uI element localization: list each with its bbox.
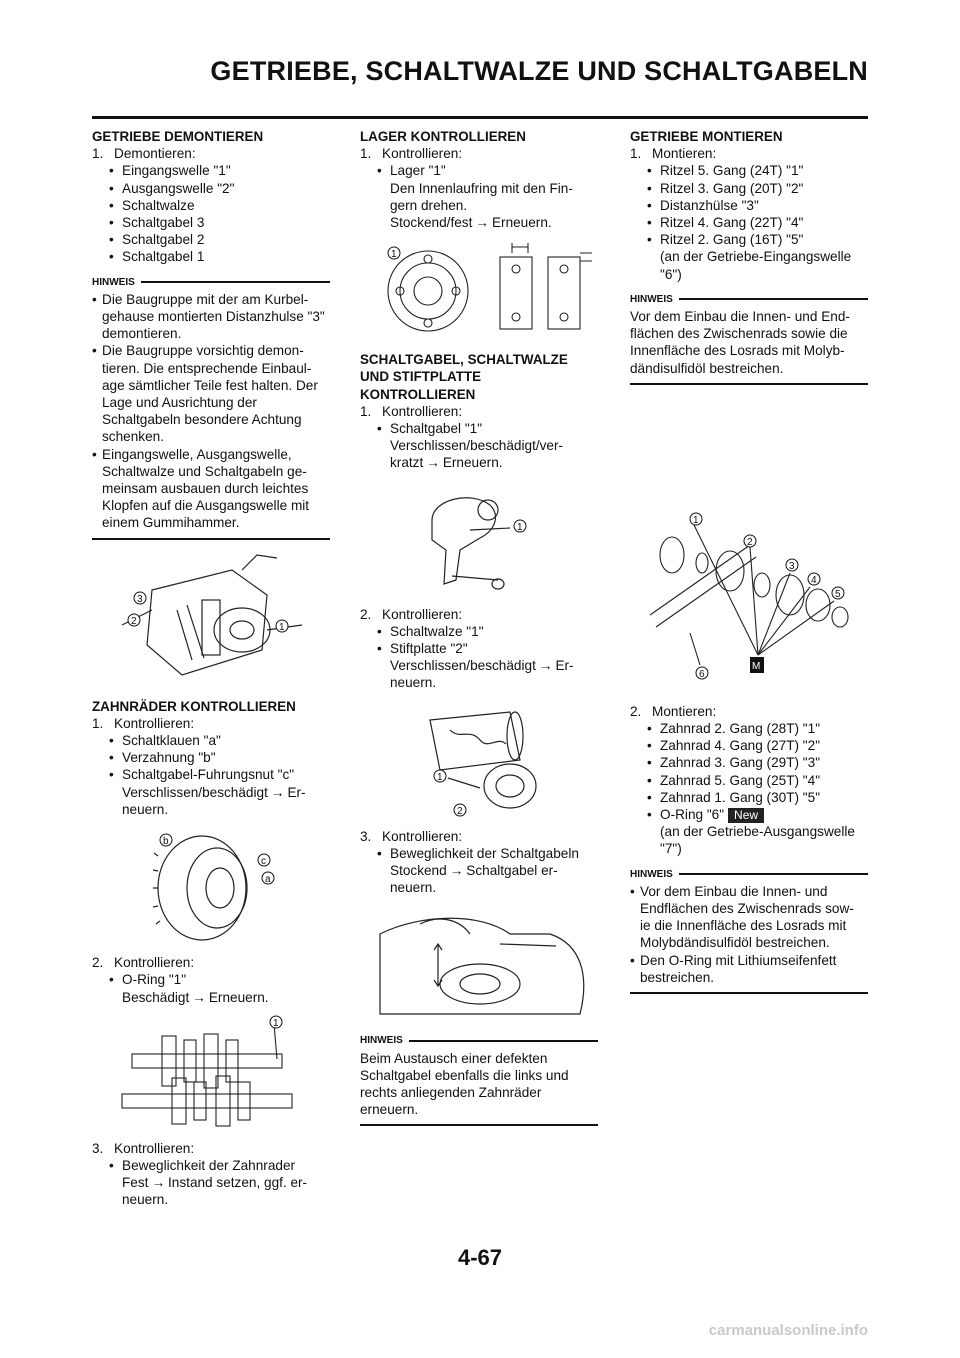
callout-label: 1 xyxy=(517,521,523,533)
result-condition: Stockend xyxy=(390,863,447,879)
shift-fork-figure xyxy=(360,480,598,598)
note-item: • Den O-Ring mit Lithiumseifenfett bestreichen. xyxy=(630,952,868,986)
step-text: Kontrollieren: xyxy=(382,146,463,162)
moly-oil-icon: M xyxy=(752,660,761,672)
note-end-rule xyxy=(630,992,868,994)
oring-text: O-Ring "6" xyxy=(660,807,725,823)
list-item: • Zahnrad 1. Gang (30T) "5" xyxy=(638,789,868,806)
callout-label: a xyxy=(265,874,271,886)
section-heading: GETRIEBE MONTIEREN xyxy=(630,129,783,144)
step-text: Demontieren: xyxy=(114,146,196,162)
arrow-icon: → xyxy=(151,1175,166,1191)
list-item: • Beweglichkeit der Zahnrader xyxy=(100,1157,330,1174)
instruction-text: Den Innenlaufring mit den Fin- gern drehen. xyxy=(390,180,573,213)
arrow-icon: → xyxy=(192,989,206,1005)
bearing-figure xyxy=(360,239,598,343)
result-condition: Verschlissen/beschädigt xyxy=(390,658,536,674)
result-text xyxy=(360,437,598,471)
note-text: Beim Austausch einer defekten Schaltgabel ebenfalls die links und rechts anliegenden Zahnräder erneuern. xyxy=(360,1050,569,1118)
list-item: • Lager "1" xyxy=(368,162,598,179)
step xyxy=(360,403,598,420)
note-header xyxy=(630,866,868,883)
list-item: • Schaltgabel-Fuhrungsnut "c" xyxy=(100,766,330,783)
step xyxy=(92,1140,330,1157)
callout-label: 6 xyxy=(699,668,705,680)
step-number: 2. xyxy=(630,703,642,719)
list-item: • Zahnrad 3. Gang (29T) "3" xyxy=(638,754,868,771)
result-action: Erneuern. xyxy=(442,455,503,471)
list-item: • Schaltwalze "1" xyxy=(368,623,598,640)
list-item: • Ausgangswelle "2" xyxy=(100,180,330,197)
list-item: • Zahnrad 4. Gang (27T) "2" xyxy=(638,737,868,754)
step xyxy=(92,145,330,162)
transmission-assembly-figure xyxy=(92,550,330,690)
note-text: Vor dem Einbau die Innen- und End- flächen des Zwischenrads sowie die Innenfläche des Losrads mit Molyb- dändisulfidöl bestreichen. xyxy=(630,309,850,376)
arrow-icon: → xyxy=(538,658,553,674)
list-item: • Schaltgabel "1" xyxy=(368,420,598,437)
step-text: Kontrollieren: xyxy=(382,403,463,419)
result-action: Erneuern. xyxy=(491,215,552,231)
arrow-icon: → xyxy=(270,784,285,800)
note-label: HINWEIS xyxy=(92,276,135,288)
note-header xyxy=(630,291,868,308)
callout-label: 1 xyxy=(693,514,699,526)
step-text: Kontrollieren: xyxy=(114,955,195,971)
result-text xyxy=(360,657,598,691)
callout-label: 4 xyxy=(811,574,817,586)
list-item: • Ritzel 3. Gang (20T) "2" xyxy=(638,180,868,197)
step-text: Montieren: xyxy=(652,146,717,162)
result-action: Schaltgabel er- neuern. xyxy=(390,863,558,896)
note-label: HINWEIS xyxy=(360,1035,403,1047)
arrow-icon: → xyxy=(449,863,464,879)
step xyxy=(630,703,868,720)
list-item: • Beweglichkeit der Schaltgabeln xyxy=(368,845,598,862)
result-action: Er- neuern. xyxy=(122,784,306,817)
section-heading: LAGER KONTROLLIEREN xyxy=(360,129,526,144)
new-part-badge: New xyxy=(728,808,764,823)
result-condition: Verschlissen/beschädigt/ver- kratzt xyxy=(390,438,564,471)
callout-label: 2 xyxy=(131,615,137,627)
list-item: • Schaltwalze xyxy=(100,197,330,214)
section-heading: GETRIEBE DEMONTIEREN xyxy=(92,129,264,144)
list-item: • Schaltgabel 2 xyxy=(100,231,330,248)
list-item: • Verzahnung "b" xyxy=(100,749,330,766)
page-title: GETRIEBE, SCHALTWALZE UND SCHALTGABELN xyxy=(210,56,868,86)
section-heading: ZAHNRÄDER KONTROLLIEREN xyxy=(92,698,296,714)
step xyxy=(360,145,598,162)
shift-fork-check-figure xyxy=(360,904,598,1024)
callout-label: 3 xyxy=(137,593,143,605)
arrow-icon: → xyxy=(426,455,440,471)
result-text xyxy=(92,989,330,1006)
step xyxy=(360,828,598,845)
step-number: 1. xyxy=(92,146,104,162)
step-number: 2. xyxy=(92,955,104,971)
callout-label: 2 xyxy=(747,536,753,548)
step xyxy=(92,715,330,732)
note-end-rule xyxy=(92,538,330,540)
list-item: • Schaltgabel 3 xyxy=(100,214,330,231)
list-item-tail: (an der Getriebe-Ausgangswelle "7") xyxy=(660,824,855,857)
list-item: • Ritzel 4. Gang (22T) "4" xyxy=(638,214,868,231)
title-rule xyxy=(92,116,868,119)
list-item xyxy=(638,806,868,823)
step-text: Kontrollieren: xyxy=(114,715,195,731)
result-condition: Fest xyxy=(122,1175,149,1191)
note-header xyxy=(360,1032,598,1049)
step-number: 3. xyxy=(92,1140,104,1156)
column-2 xyxy=(360,128,598,1136)
callout-label: 3 xyxy=(789,560,795,572)
list-item: • Zahnrad 5. Gang (25T) "4" xyxy=(638,772,868,789)
step-number: 1. xyxy=(360,146,372,162)
arrow-icon: → xyxy=(475,215,489,231)
gear-figure xyxy=(92,826,330,946)
watermark: carmanualsonline.info xyxy=(708,1322,868,1339)
section-heading: SCHALTGABEL, SCHALTWALZE UND STIFTPLATTE KONTROLLIEREN xyxy=(360,352,568,402)
result-condition: Stockend/fest xyxy=(390,215,473,231)
page-number: 4-67 xyxy=(457,1245,503,1270)
list-item: • Ritzel 5. Gang (24T) "1" xyxy=(638,162,868,179)
result-text xyxy=(92,784,330,818)
callout-label: 5 xyxy=(835,588,841,600)
note-label: HINWEIS xyxy=(630,293,673,305)
note-label: HINWEIS xyxy=(630,868,673,880)
step-text: Kontrollieren: xyxy=(114,1140,195,1156)
gear-shafts-figure xyxy=(92,1014,330,1132)
callout-label: 1 xyxy=(279,621,285,633)
list-item: • O-Ring "1" xyxy=(100,971,330,988)
note-item: • Vor dem Einbau die Innen- und Endflächen des Zwischenrads sow- ie die Innenfläche des Losrads mit Molybdändisulfidöl bestreichen. xyxy=(630,883,868,952)
input-shaft-assembly-figure xyxy=(630,395,868,695)
step-number: 1. xyxy=(630,146,642,162)
note-end-rule xyxy=(630,383,868,385)
callout-label: 1 xyxy=(437,771,443,783)
callout-label: 2 xyxy=(457,805,463,817)
note-item: • Eingangswelle, Ausgangswelle, Schaltwalze und Schaltgabeln ge- meinsam ausbauen durch leichtes Klopfen auf die Ausgangswelle mit einem Gummihammer. xyxy=(92,446,330,532)
step xyxy=(92,954,330,971)
result-condition: Beschädigt xyxy=(122,989,190,1005)
step-text: Kontrollieren: xyxy=(382,828,463,844)
step-text: Kontrollieren: xyxy=(382,606,463,622)
result-text xyxy=(92,1174,330,1208)
note-header xyxy=(92,274,330,291)
note-end-rule xyxy=(360,1124,598,1126)
step-number: 3. xyxy=(360,828,372,844)
result-text xyxy=(360,862,598,896)
result-action: Er- neuern. xyxy=(390,658,574,691)
list-item: • Zahnrad 2. Gang (28T) "1" xyxy=(638,720,868,737)
step-number: 2. xyxy=(360,606,372,622)
result-condition: Verschlissen/beschädigt xyxy=(122,784,268,800)
list-item: • Schaltklauen "a" xyxy=(100,732,330,749)
list-item: • Schaltgabel 1 xyxy=(100,248,330,265)
list-item-tail: (an der Getriebe-Eingangswelle "6") xyxy=(660,249,852,282)
shift-drum-figure xyxy=(360,700,598,820)
result-text xyxy=(360,214,598,231)
list-item: • Distanzhülse "3" xyxy=(638,197,868,214)
list-item: • Eingangswelle "1" xyxy=(100,162,330,179)
note-item: • Die Baugruppe mit der am Kurbel- gehause montierten Distanzhulse "3" demontieren. xyxy=(92,291,330,343)
step xyxy=(630,145,868,162)
list-item: • Ritzel 2. Gang (16T) "5" xyxy=(638,231,868,248)
column-1 xyxy=(92,128,330,1209)
result-action: Erneuern. xyxy=(208,989,269,1005)
note-item: • Die Baugruppe vorsichtig demon- tieren. Die entsprechende Einbaul- age sämtlicher Teile fest halten. Der Lage und Ausrichtung der Schaltgabeln besondere Achtung schenken. xyxy=(92,342,330,445)
step-text: Montieren: xyxy=(652,703,717,719)
step-number: 1. xyxy=(92,715,104,731)
callout-label: c xyxy=(261,856,266,868)
list-item: • Stiftplatte "2" xyxy=(368,640,598,657)
callout-label: 1 xyxy=(273,1017,279,1029)
callout-label: b xyxy=(163,836,169,848)
step-number: 1. xyxy=(360,403,372,419)
column-3 xyxy=(630,128,868,1004)
step xyxy=(360,606,598,623)
callout-label: 1 xyxy=(391,249,397,261)
result-action: Instand setzen, ggf. er- neuern. xyxy=(122,1175,308,1208)
